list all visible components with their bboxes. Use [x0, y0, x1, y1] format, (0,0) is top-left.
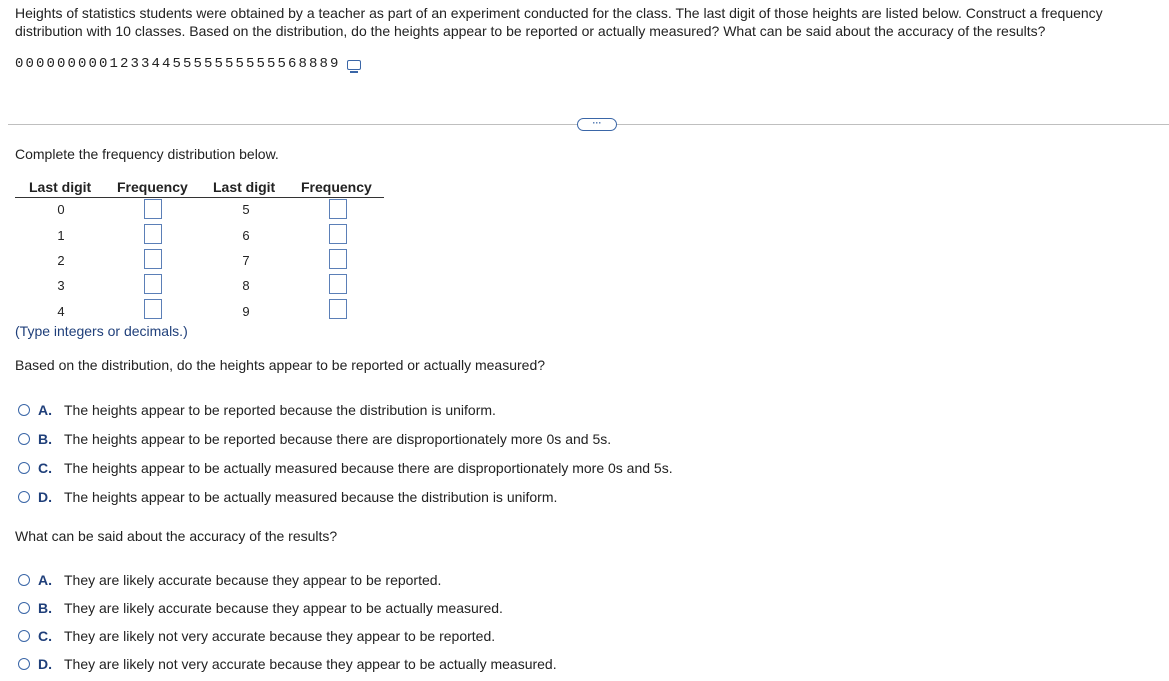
digit-5-label: 5 [242, 202, 250, 217]
question-text: Heights of statistics students were obtained by a teacher as part of an experiment conducted for the class. The last digit of those heights are listed below. Construct a frequency distribution with 10 classes. Based on the distribution, do the heights appear to be reported or actually measured? What can be said about the accuracy of the results? [15, 5, 1103, 39]
option-text: They are likely accurate because they appear to be actually measured. [64, 600, 503, 616]
digit-6-label: 6 [242, 228, 250, 243]
option-text: They are likely not very accurate because they appear to be reported. [64, 628, 496, 644]
frequency-input-3[interactable] [144, 274, 162, 294]
q2-option-b[interactable] [18, 600, 503, 616]
more-options-button[interactable]: ··· [577, 118, 617, 131]
option-letter: C. [38, 628, 52, 644]
frequency-input-7[interactable] [329, 249, 347, 269]
q1-option-c[interactable] [18, 460, 673, 476]
radio-button-icon[interactable] [18, 462, 30, 474]
q2-option-a[interactable] [18, 572, 441, 588]
radio-button-icon[interactable] [18, 574, 30, 586]
header-frequency-left: Frequency [117, 179, 188, 195]
frequency-input-1[interactable] [144, 224, 162, 244]
digits-list: 0000000001233445555555555568889 [15, 56, 341, 72]
digit-9-label: 9 [242, 304, 250, 319]
radio-button-icon[interactable] [18, 433, 30, 445]
frequency-input-5[interactable] [329, 199, 347, 219]
option-text: The heights appear to be reported because there are disproportionately more 0s and 5s. [64, 431, 612, 447]
frequency-input-2[interactable] [144, 249, 162, 269]
digit-4-label: 4 [57, 304, 65, 319]
last-digits-data [15, 56, 361, 72]
option-letter: D. [38, 656, 52, 672]
digit-0-label: 0 [57, 202, 65, 217]
option-text: They are likely not very accurate because they appear to be actually measured. [64, 656, 557, 672]
radio-button-icon[interactable] [18, 658, 30, 670]
option-text: The heights appear to be actually measured because there are disproportionately more 0s and 5s. [64, 460, 673, 476]
digit-1-label: 1 [57, 228, 65, 243]
header-last-digit-left: Last digit [29, 179, 92, 195]
radio-button-icon[interactable] [18, 491, 30, 503]
q1-option-b[interactable] [18, 431, 611, 447]
option-letter: A. [38, 572, 52, 588]
q1-option-a[interactable] [18, 402, 496, 418]
frequency-input-8[interactable] [329, 274, 347, 294]
q1-option-d[interactable] [18, 489, 557, 505]
copy-data-icon[interactable] [347, 60, 361, 70]
table-instructions: Complete the frequency distribution below. [15, 146, 279, 162]
input-hint: (Type integers or decimals.) [15, 323, 188, 339]
digit-3-label: 3 [57, 278, 65, 293]
header-frequency-right: Frequency [301, 179, 372, 195]
option-text: The heights appear to be reported because the distribution is uniform. [64, 402, 496, 418]
option-letter: D. [38, 489, 52, 505]
digit-7-label: 7 [242, 253, 250, 268]
digit-2-label: 2 [57, 253, 65, 268]
radio-button-icon[interactable] [18, 630, 30, 642]
q2-option-d[interactable] [18, 656, 557, 672]
header-last-digit-right: Last digit [213, 179, 276, 195]
option-letter: C. [38, 460, 52, 476]
radio-button-icon[interactable] [18, 404, 30, 416]
frequency-input-0[interactable] [144, 199, 162, 219]
frequency-input-6[interactable] [329, 224, 347, 244]
option-text: The heights appear to be actually measured because the distribution is uniform. [64, 489, 558, 505]
question-2-prompt: What can be said about the accuracy of the results? [15, 528, 338, 544]
option-letter: B. [38, 431, 52, 447]
option-letter: B. [38, 600, 52, 616]
radio-button-icon[interactable] [18, 602, 30, 614]
q2-option-c[interactable] [18, 628, 495, 644]
option-letter: A. [38, 402, 52, 418]
frequency-input-4[interactable] [144, 299, 162, 319]
frequency-input-9[interactable] [329, 299, 347, 319]
table-header-rule [15, 197, 384, 198]
option-text: They are likely accurate because they appear to be reported. [64, 572, 442, 588]
question-1-prompt: Based on the distribution, do the heights appear to be reported or actually measured? [15, 357, 546, 373]
digit-8-label: 8 [242, 278, 250, 293]
